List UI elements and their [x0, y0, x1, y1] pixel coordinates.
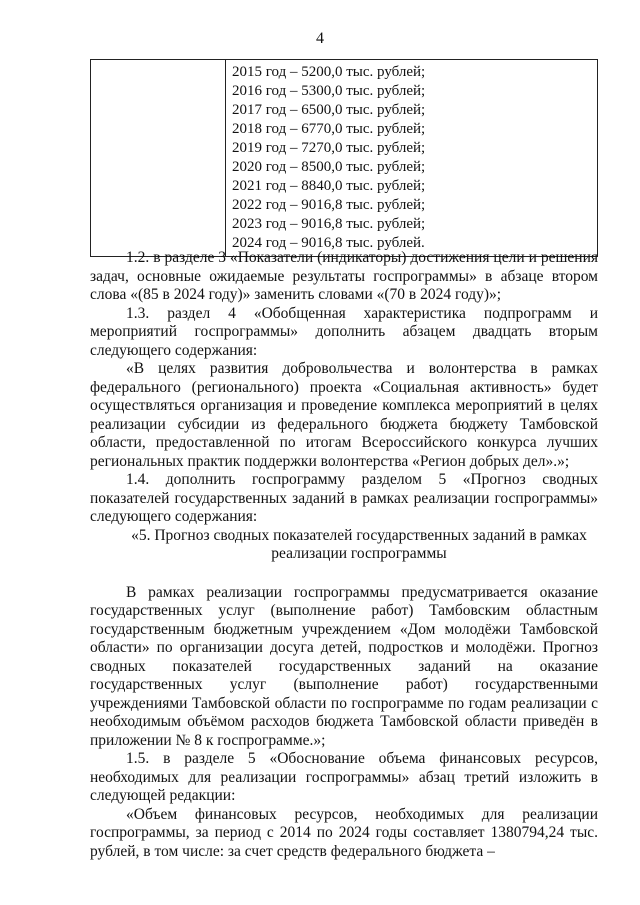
paragraph-1-3-quote: «В целях развития добровольчества и волонтерства в рамках федерального (регионального) проекта «Социальная активность» будет осуществляться организация и проведение комплекса мероприятий в целях реализации субсидии из федерального бюджета бюджету Тамбовской области, предоставленной по итогам Всероссийского конкурса лучших региональных практик поддержки волонтерства «Регион добрых дел».»; [90, 360, 598, 470]
section-5-title: «5. Прогноз сводных показателей государственных заданий в рамках реализации госпрограммы [131, 526, 587, 562]
paragraph-1-4: 1.4. дополнить госпрограмму разделом 5 «Прогноз сводных показателей государственных заданий в рамках реализации госпрограммы» следующего содержания: [90, 471, 598, 525]
budget-line: 2016 год – 5300,0 тыс. рублей; [232, 83, 426, 99]
paragraph-1-2: 1.2. в разделе 3 «Показатели (индикаторы) достижения цели и решения задач, основные ожидаемые результаты госпрограммы» в абзаце втором слова «(85 в 2024 году)» заменить словами «(70 в 2024 году)»; [90, 249, 598, 303]
document-body [90, 249, 598, 861]
paragraph-1-5: 1.5. в разделе 5 «Обоснование объема финансовых ресурсов, необходимых для реализации госпрограммы» абзац третий изложить в следующей редакции: [90, 750, 598, 804]
budget-line: 2018 год – 6770,0 тыс. рублей; [232, 121, 426, 137]
table-row [91, 60, 598, 257]
budget-line: 2023 год – 9016,8 тыс. рублей; [232, 216, 426, 232]
table-cell-budget [226, 60, 598, 257]
spacer [90, 564, 598, 584]
section-5-body: В рамках реализации госпрограммы предусматривается оказание государственных услуг (выполнение работ) Тамбовским областным государственным бюджетным учреждением «Дом молодёжи Тамбовской области» по организации досуга детей, подростков и молодёжи. Прогноз сводных показателей государственных заданий на оказание государственных услуг (выполнение работ) государственными учреждениями Тамбовской области по госпрограмме по годам реализации с необходимым объёмом расходов бюджета Тамбовской области приведён в приложении № 8 к госпрограмме.»; [90, 583, 598, 749]
budget-line: 2022 год – 9016,8 тыс. рублей; [232, 197, 426, 213]
budget-line: 2021 год – 8840,0 тыс. рублей; [232, 178, 426, 194]
page-number: 4 [316, 30, 324, 47]
paragraph-1-5-quote: «Объем финансовых ресурсов, необходимых для реализации госпрограммы, за период с 2014 по 2024 годы составляет 1380794,24 тыс. рублей, в том числе: за счет средств федерального бюджета – [90, 805, 598, 860]
budget-line: 2020 год – 8500,0 тыс. рублей; [232, 159, 426, 175]
budget-line: 2015 год – 5200,0 тыс. рублей; [232, 64, 426, 80]
budget-line: 2024 год – 9016,8 тыс. рублей. [232, 235, 425, 251]
budget-line: 2017 год – 6500,0 тыс. рублей; [232, 102, 426, 118]
paragraph-1-3: 1.3. раздел 4 «Обобщенная характеристика подпрограмм и мероприятий госпрограммы» дополнить абзацем двадцать вторым следующего содержания: [90, 304, 598, 359]
table-cell-empty [91, 60, 226, 257]
budget-line: 2019 год – 7270,0 тыс. рублей; [232, 140, 426, 156]
budget-table [90, 59, 598, 257]
